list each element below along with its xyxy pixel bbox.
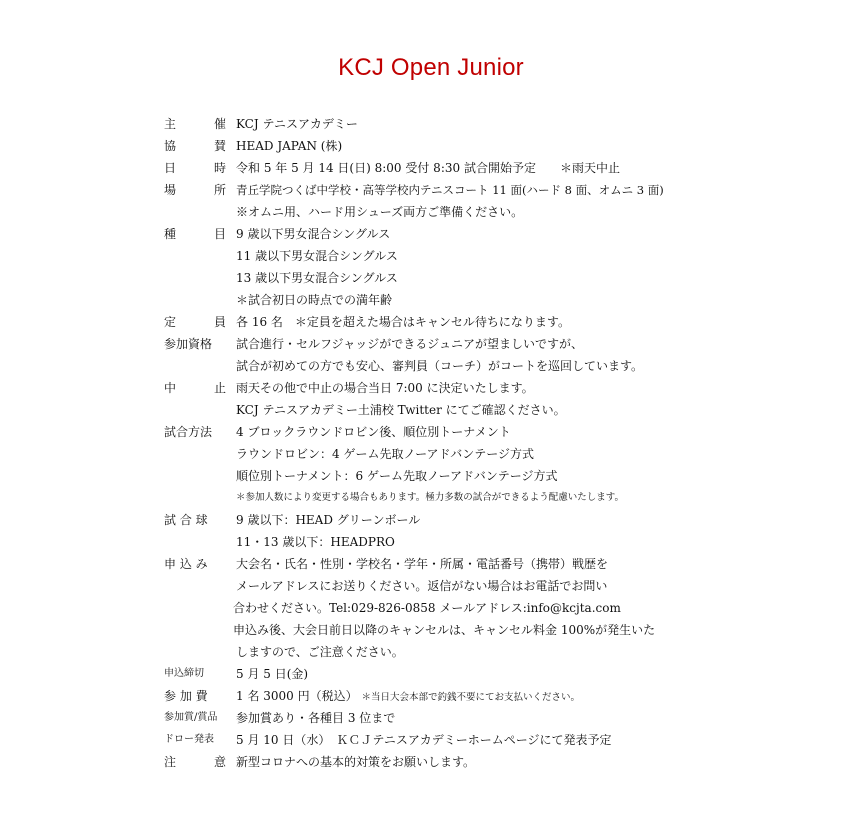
row-values	[236, 135, 724, 157]
row-values	[236, 685, 724, 707]
row-values	[236, 421, 724, 509]
row-label: 中 止	[164, 381, 226, 395]
row-match-format	[164, 421, 724, 509]
row-draw-announcement	[164, 729, 724, 751]
row-match-ball	[164, 509, 724, 553]
row-line: HEAD JAPAN (株)	[236, 139, 343, 153]
row-values	[236, 707, 724, 729]
row-entry-fee	[164, 685, 724, 707]
row-line: 参加賞あり・各種目 3 位まで	[236, 711, 396, 725]
row-label: 申込締切	[164, 668, 204, 679]
row-line: 試合進行・セルフジャッジができるジュニアが望ましいですが、	[236, 337, 584, 351]
row-line: 13 歳以下男女混合シングルス	[236, 271, 398, 285]
row-label: 協 賛	[164, 139, 226, 153]
row-events	[164, 223, 724, 311]
row-line: 9 歳以下男女混合シングルス	[236, 227, 391, 241]
row-cancellation	[164, 377, 724, 421]
row-label: 試 合 球	[164, 513, 208, 527]
row-values	[236, 179, 724, 223]
row-datetime	[164, 157, 724, 179]
row-line: KCJ テニスアカデミー土浦校 Twitter にてご確認ください。	[236, 403, 566, 417]
row-values	[236, 751, 724, 773]
row-application	[164, 553, 724, 663]
row-line: 11・13 歳以下：HEADPRO	[236, 535, 395, 549]
row-line: 雨天その他で中止の場合当日 7:00 に決定いたします。	[236, 381, 534, 395]
row-label: 主 催	[164, 117, 226, 131]
row-values	[233, 553, 724, 663]
row-notice	[164, 751, 724, 773]
row-label: 注 意	[164, 755, 226, 769]
row-deadline	[164, 663, 724, 685]
row-line: 9 歳以下：HEAD グリーンボール	[236, 513, 421, 527]
row-label: 定 員	[164, 315, 226, 329]
row-values	[236, 663, 724, 685]
row-capacity	[164, 311, 724, 333]
row-label: 試合方法	[164, 425, 213, 439]
row-line: 新型コロナへの基本的対策をお願いします。	[236, 755, 476, 769]
row-line	[236, 685, 724, 707]
row-values	[236, 223, 724, 311]
row-values	[236, 729, 724, 751]
row-values	[236, 157, 724, 179]
row-label: 参加賞/賞品	[164, 712, 218, 723]
row-values	[236, 333, 724, 377]
row-line: メールアドレスにお送りください。返信がない場合はお電話でお問い	[236, 579, 608, 593]
row-label: 場 所	[164, 183, 226, 197]
row-line: KCJ テニスアカデミー	[236, 117, 358, 131]
row-venue	[164, 179, 724, 223]
entry-fee-amount: 1 名 3000 円（税込）	[236, 689, 358, 703]
page-title: KCJ Open Junior	[338, 54, 524, 81]
row-label: ドロー発表	[164, 734, 214, 745]
row-eligibility	[164, 333, 724, 377]
row-line: しますので、ご注意ください。	[236, 645, 404, 659]
row-line: 11 歳以下男女混合シングルス	[236, 249, 398, 263]
row-prizes	[164, 707, 724, 729]
row-organizer	[164, 113, 724, 135]
row-label: 参 加 費	[164, 689, 208, 703]
row-values	[236, 509, 724, 553]
row-label: 申 込 み	[164, 557, 208, 571]
row-values	[236, 113, 724, 135]
row-line: 合わせください。Tel:029-826-0858 メールアドレス:info@kcjta.com	[233, 601, 621, 615]
row-line: ラウンドロビン：4 ゲーム先取ノーアドバンテージ方式	[236, 447, 535, 461]
row-line: 各 16 名 ＊定員を超えた場合はキャンセル待ちになります。	[236, 315, 570, 329]
row-line: ＊試合初日の時点での満年齢	[236, 293, 393, 307]
row-values	[236, 377, 724, 421]
entry-fee-note: ＊当日大会本部で釣銭不要にてお支払いください。	[361, 692, 580, 703]
info-table	[164, 113, 724, 773]
row-label: 日 時	[164, 161, 226, 175]
row-line: 大会名・氏名・性別・学校名・学年・所属・電話番号（携帯）戦歴を	[236, 557, 609, 571]
row-line: 申込み後、大会日前日以降のキャンセルは、キャンセル料金 100%が発生いた	[233, 623, 656, 637]
row-line: ※オムニ用、ハード用シューズ両方ご準備ください。	[236, 205, 524, 219]
row-note: ＊参加人数により変更する場合もあります。極力多数の試合ができるよう配慮いたします。	[236, 492, 624, 503]
row-line: 5 月 10 日（水） ＫＣＪテニスアカデミーホームページにて発表予定	[236, 733, 612, 747]
row-line: 5 月 5 日(金)	[236, 667, 309, 681]
row-label: 種 目	[164, 227, 226, 241]
row-label: 参加資格	[164, 337, 213, 351]
row-line: 順位別トーナメント：6 ゲーム先取ノーアドバンテージ方式	[236, 469, 558, 483]
row-line: 試合が初めての方でも安心、審判員（コーチ）がコートを巡回しています。	[236, 359, 644, 373]
row-line: 青丘学院つくば中学校・高等学校内テニスコート 11 面(ハード 8 面、オムニ 3 面)	[236, 183, 664, 197]
row-line: 4 ブロックラウンドロビン後、順位別トーナメント	[236, 425, 511, 439]
row-values	[236, 311, 724, 333]
row-sponsor	[164, 135, 724, 157]
row-line: 令和 5 年 5 月 14 日(日) 8:00 受付 8:30 試合開始予定 ＊雨天中止	[236, 161, 620, 175]
